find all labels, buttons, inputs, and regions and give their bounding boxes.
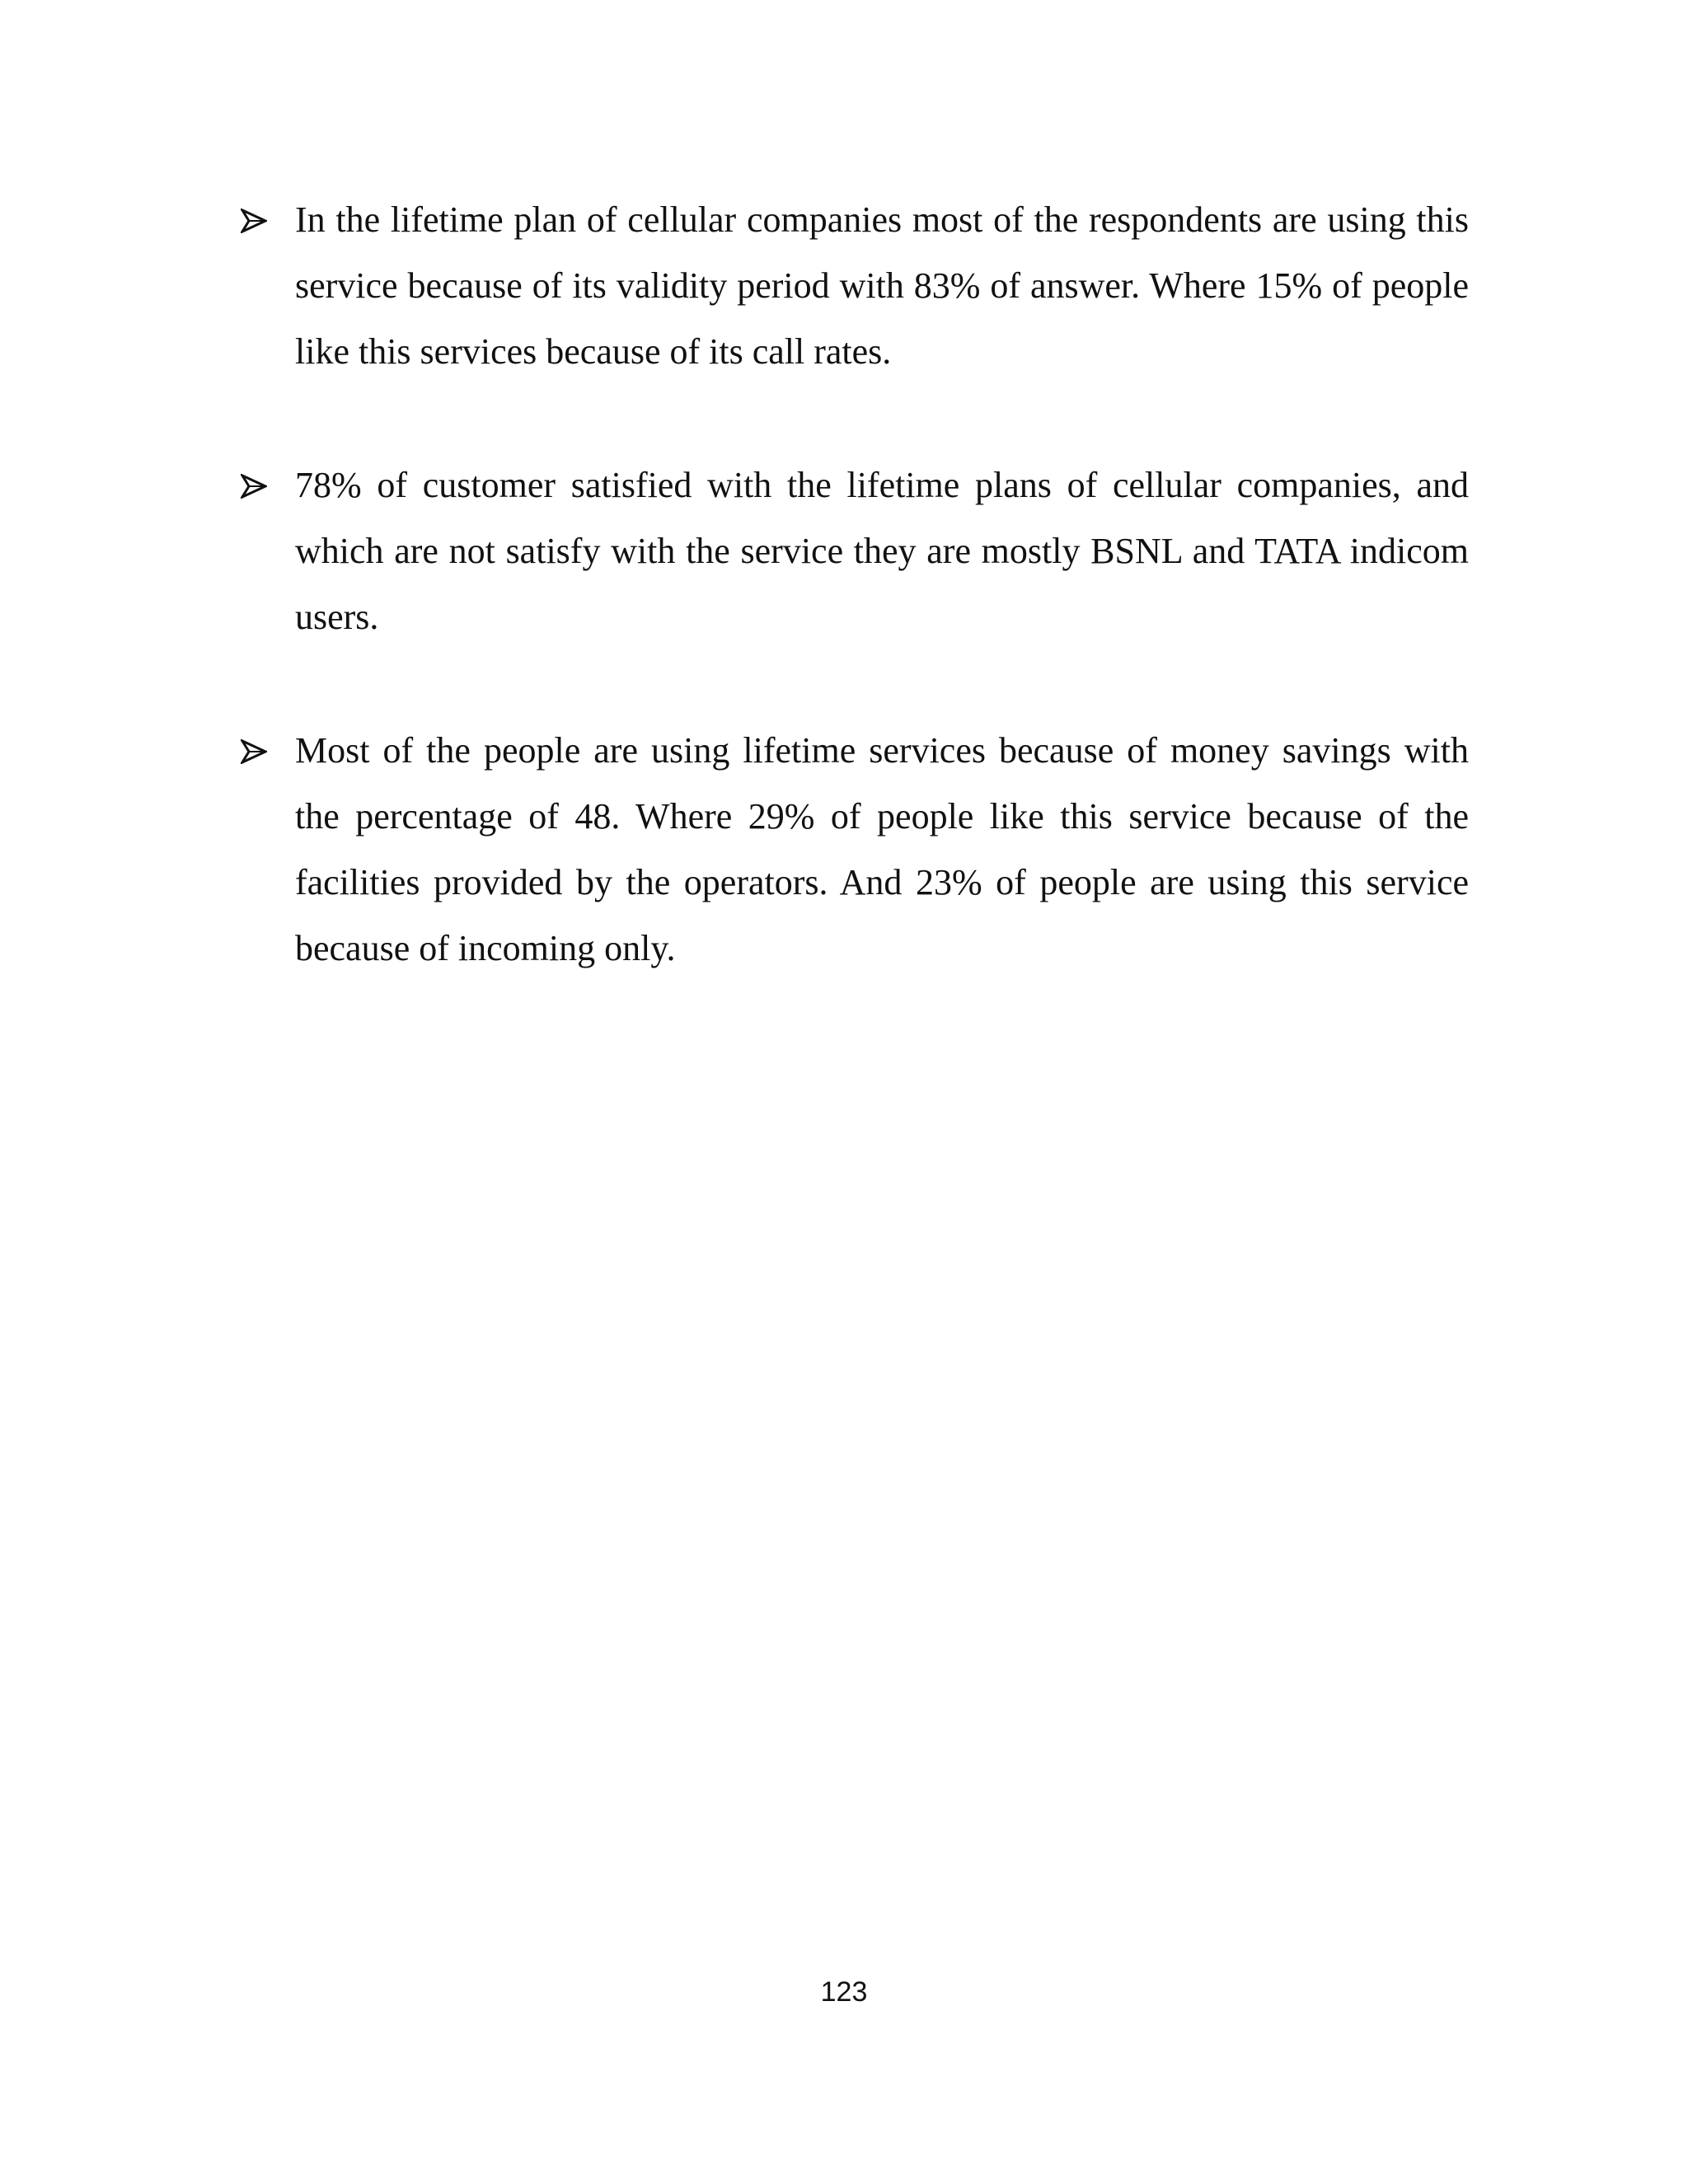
finding-text: Most of the people are using lifetime services because of money savings with the percentage of 48. Where 29% of people like this service because of the facilities provided by the operators. And 23% of people are using this service because of incoming only.	[295, 730, 1469, 968]
arrowhead-bullet-icon	[241, 739, 267, 764]
list-item	[241, 718, 1469, 982]
finding-text: 78% of customer satisfied with the lifetime plans of cellular companies, and which are not satisfy with the service they are mostly BSNL and TATA indicom users.	[295, 465, 1469, 637]
finding-text: In the lifetime plan of cellular companies most of the respondents are using this service because of its validity period with 83% of answer. Where 15% of people like this services because of its call rates.	[295, 199, 1469, 372]
findings-list	[241, 187, 1469, 1049]
arrowhead-bullet-icon	[241, 209, 267, 233]
arrowhead-bullet-icon	[241, 474, 267, 499]
list-item	[241, 452, 1469, 650]
list-item	[241, 187, 1469, 385]
page-number: 123	[820, 1976, 868, 2008]
